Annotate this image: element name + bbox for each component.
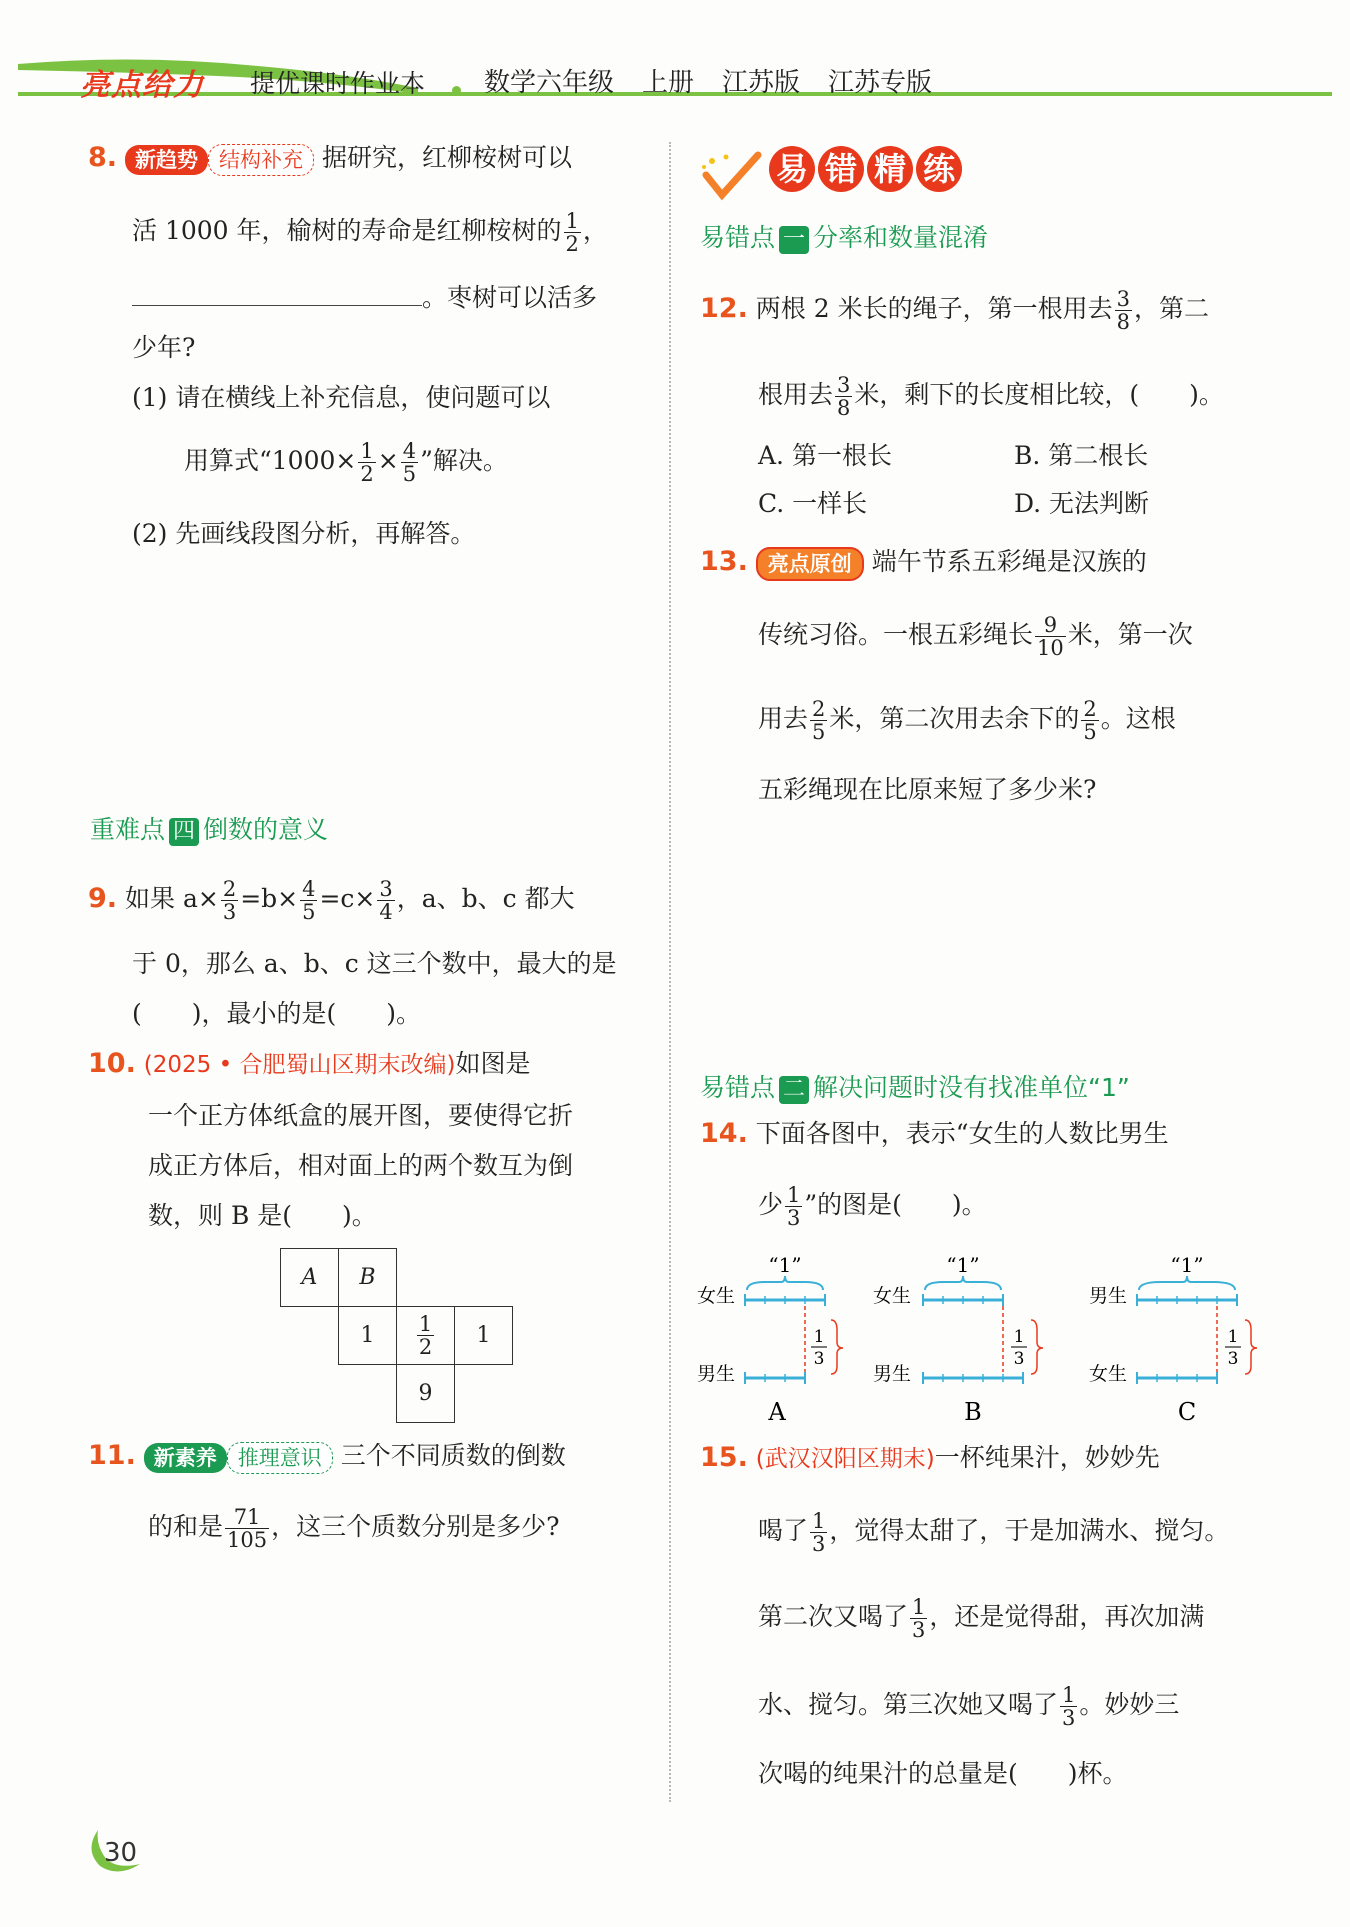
q13-line3 — [758, 698, 1176, 743]
q12-option-C[interactable]: C. 一样长 — [758, 489, 868, 518]
frac-den: 5 — [402, 462, 417, 486]
q12-line1 — [700, 288, 1209, 333]
frac-den: 3 — [787, 1206, 801, 1230]
q11-tag-reasoning: 推理意识 — [227, 1442, 333, 1474]
frac-den: 3 — [1062, 1706, 1076, 1730]
diagram-c-unit: “1” — [1170, 1253, 1204, 1277]
frac-den: 3 — [222, 900, 237, 924]
q11-line1 — [88, 1438, 566, 1474]
q10-line4: 数，则 B 是( )。 — [148, 1201, 377, 1230]
grade-label: 数学六年级 — [484, 68, 615, 98]
book-title: 提优课时作业本 — [250, 69, 426, 98]
section-title: 倒数的意义 — [203, 815, 329, 844]
frac-num: 1 — [418, 1312, 433, 1336]
frac-den: 8 — [837, 396, 851, 420]
frac-den: 2 — [418, 1335, 433, 1359]
q15-source: (武汉汉阳区期末) — [755, 1446, 935, 1472]
q8-text-2a: 活 1000 年，榆树的寿命是红柳桉树的 — [132, 216, 562, 245]
q9-frac-3 — [377, 878, 394, 923]
formula-start: 用算式“1000× — [184, 446, 357, 475]
frac-num: 3 — [837, 373, 851, 397]
q10-line2: 一个正方体纸盒的展开图，要使得它折 — [148, 1101, 574, 1130]
frac-den: 105 — [227, 1528, 268, 1552]
q8-sub1: (1) 请在横线上补充信息，使问题可以 — [132, 383, 551, 412]
frac-den: 10 — [1037, 636, 1064, 660]
frac-num: 9 — [1035, 614, 1066, 637]
section-number: 一 — [779, 226, 809, 254]
q11-text-1: 三个不同质数的倒数 — [340, 1441, 566, 1470]
q15-line4 — [758, 1684, 1179, 1729]
q11-number: 11. — [88, 1440, 136, 1471]
frac-num: 71 — [225, 1506, 269, 1529]
diagram-a-frac-den: 3 — [813, 1349, 825, 1369]
q9-b: =b× — [240, 884, 299, 913]
q15-line2 — [758, 1510, 1229, 1555]
q15-line1 — [700, 1440, 1160, 1477]
q14-line1 — [700, 1116, 1169, 1152]
frac-num: 1 — [787, 1183, 801, 1207]
q13-text-3a: 用去 — [758, 704, 809, 733]
volume-label: 上册 — [642, 68, 695, 98]
frac-num: 1 — [360, 439, 374, 463]
frac-den: 3 — [912, 1618, 926, 1642]
q14-frac — [785, 1184, 802, 1229]
q12-option-A[interactable]: A. 第一根长 — [758, 441, 892, 470]
q10-line3: 成正方体后，相对面上的两个数互为倒 — [148, 1151, 574, 1180]
formula-end: ”解决。 — [420, 446, 508, 475]
q8-sub1-formula — [184, 440, 508, 485]
net-face-nine: 9 — [397, 1365, 455, 1423]
q14-text-1: 下面各图中，表示“女生的人数比男生 — [755, 1119, 1169, 1148]
section-label: 易错点 — [700, 1073, 776, 1102]
q15-frac-2 — [910, 1596, 927, 1641]
page-number: 30 — [104, 1838, 138, 1868]
error-point-2 — [700, 1068, 1130, 1104]
diagram-B[interactable] — [873, 1253, 1043, 1426]
q12-number: 12. — [700, 293, 748, 324]
q8-line2 — [132, 210, 608, 255]
net-face-B: B — [339, 1249, 397, 1307]
net-face-one-a: 1 — [339, 1307, 397, 1365]
q9-number: 9. — [88, 883, 118, 914]
frac-den: 2 — [360, 462, 374, 486]
q15-frac-3 — [1060, 1684, 1077, 1729]
frac-den: 2 — [565, 232, 579, 256]
diagram-b-frac-num: 1 — [1013, 1327, 1025, 1347]
q13-line2 — [758, 614, 1193, 659]
q15-number: 15. — [700, 1442, 748, 1473]
q11-text-2a: 的和是 — [148, 1512, 224, 1541]
q15-text-2a: 喝了 — [758, 1516, 809, 1545]
frac-num: 2 — [1083, 697, 1097, 721]
q8-text: 据研究，红柳桉树可以 — [321, 143, 572, 172]
diagram-A[interactable] — [697, 1253, 843, 1426]
practice-title-text — [769, 150, 965, 188]
q8-text-2b: ， — [582, 216, 608, 245]
q8-number: 8. — [88, 142, 118, 173]
q12-text-2a: 根用去 — [758, 380, 834, 409]
q10-text-1: 如图是 — [455, 1049, 531, 1078]
q12-text-2b: 米，剩下的长度相比较，( )。 — [854, 380, 1224, 409]
diagram-a-top: 女生 — [697, 1285, 736, 1307]
q15-text-4b: 。妙妙三 — [1079, 1690, 1180, 1719]
diagram-b-bottom: 男生 — [873, 1363, 912, 1385]
section-number: 四 — [169, 818, 199, 846]
q8-sub2: (2) 先画线段图分析，再解答。 — [132, 519, 476, 548]
q15-text-2b: ，觉得太甜了，于是加满水、搅匀。 — [829, 1516, 1230, 1545]
q13-frac-2 — [810, 698, 827, 743]
title-char: 精 — [867, 146, 913, 192]
net-face-half — [397, 1307, 455, 1365]
q9-frac-2 — [300, 878, 317, 923]
diagram-a-unit: “1” — [768, 1253, 802, 1277]
frac-num: 1 — [912, 1595, 926, 1619]
q13-tag-original: 亮点原创 — [756, 547, 864, 581]
diagram-c-frac-num: 1 — [1227, 1327, 1239, 1347]
q13-line1 — [700, 544, 1147, 581]
section-key-point-4 — [90, 810, 328, 846]
frac-num: 1 — [565, 209, 579, 233]
q13-frac-3 — [1081, 698, 1098, 743]
q14-text-2b: ”的图是( )。 — [804, 1190, 987, 1219]
q15-text-3a: 第二次又喝了 — [758, 1602, 909, 1631]
q13-text-1: 端午节系五彩绳是汉族的 — [871, 547, 1147, 576]
region-label: 江苏专版 — [828, 68, 933, 98]
q13-text-2b: 米，第一次 — [1067, 620, 1193, 649]
frac-num: 1 — [1062, 1683, 1076, 1707]
cube-net — [280, 1248, 513, 1423]
title-char: 易 — [769, 146, 815, 192]
q9-d: ，a、b、c 都大 — [396, 884, 575, 913]
frac-den: 8 — [1116, 310, 1130, 334]
header-dot — [452, 86, 461, 95]
diagram-c-top: 男生 — [1089, 1285, 1128, 1307]
q12-text-1a: 两根 2 米长的绳子，第一根用去 — [755, 294, 1113, 323]
q11-line2 — [148, 1506, 560, 1551]
q8-text-3: 。枣树可以活多 — [422, 283, 598, 312]
frac-den: 5 — [302, 900, 316, 924]
q8-line4: 少年? — [132, 333, 196, 362]
frac-den: 5 — [1083, 720, 1097, 744]
q9-line1 — [88, 878, 575, 923]
net-face-one-b: 1 — [455, 1307, 513, 1365]
q12-option-D[interactable]: D. 无法判断 — [1014, 489, 1150, 518]
section-number: 二 — [779, 1076, 809, 1104]
section-label: 重难点 — [90, 815, 166, 844]
frac-num: 2 — [222, 877, 237, 901]
frac-num: 1 — [812, 1509, 826, 1533]
section-title: 解决问题时没有找准单位“1” — [813, 1073, 1130, 1102]
section-title: 分率和数量混淆 — [813, 223, 989, 252]
frac-den: 5 — [812, 720, 826, 744]
diagram-c-bottom: 女生 — [1089, 1363, 1128, 1385]
q12-text-1b: ，第二 — [1133, 294, 1209, 323]
q10-source: (2025 • 合肥蜀山区期末改编) — [143, 1052, 456, 1078]
frac-num: 3 — [1116, 287, 1130, 311]
q14-number: 14. — [700, 1118, 748, 1149]
diagram-b-frac-den: 3 — [1013, 1349, 1025, 1369]
q15-line5: 次喝的纯果汁的总量是( )杯。 — [758, 1759, 1128, 1788]
frac-den: 4 — [379, 900, 393, 924]
q9-frac-1 — [221, 878, 238, 923]
frac-den: 3 — [812, 1532, 826, 1556]
diagram-b-letter: B — [964, 1398, 982, 1426]
q12-frac-1 — [1115, 288, 1132, 333]
net-face-A: A — [281, 1249, 339, 1307]
q9-line2: 于 0，那么 a、b、c 这三个数中，最大的是 — [132, 949, 617, 978]
q13-text-2a: 传统习俗。一根五彩绳长 — [758, 620, 1034, 649]
times-sign: × — [377, 446, 399, 475]
q15-text-1: 一杯纯果汁，妙妙先 — [934, 1443, 1160, 1472]
q14-text-2a: 少 — [758, 1190, 784, 1219]
diagram-b-unit: “1” — [946, 1253, 980, 1277]
diagram-b-top: 女生 — [873, 1285, 912, 1307]
brand-logo: 亮点给力 — [80, 68, 204, 103]
diagram-c-frac-den: 3 — [1227, 1349, 1239, 1369]
q9-line3: ( )，最小的是( )。 — [132, 999, 422, 1028]
frac-num: 4 — [402, 439, 417, 463]
q13-line4: 五彩绳现在比原来短了多少米? — [758, 775, 1097, 804]
q13-number: 13. — [700, 546, 748, 577]
title-char: 错 — [818, 146, 864, 192]
book-info — [484, 62, 960, 99]
diagram-c-letter: C — [1177, 1398, 1197, 1426]
q10-number: 10. — [88, 1048, 136, 1079]
q13-text-3b: 米，第二次用去余下的 — [829, 704, 1080, 733]
q15-text-3b: ，还是觉得甜，再次加满 — [929, 1602, 1205, 1631]
q8-fill-blank[interactable] — [132, 281, 422, 306]
diagram-a-bottom: 男生 — [697, 1363, 736, 1385]
frac-num: 4 — [302, 877, 316, 901]
edition-label: 江苏版 — [722, 68, 801, 98]
q10-line1 — [88, 1046, 530, 1083]
q8-tag-structure: 结构补充 — [208, 144, 314, 176]
q11-frac — [225, 1506, 269, 1551]
q9-a: 如果 a× — [125, 884, 219, 913]
diagram-a-letter: A — [768, 1398, 786, 1426]
q8-tag-trend: 新趋势 — [125, 145, 208, 175]
q14-line2 — [758, 1184, 987, 1229]
q13-text-3c: 。这根 — [1100, 704, 1176, 733]
column-divider — [669, 142, 671, 1802]
diagram-C[interactable] — [1089, 1253, 1257, 1426]
frac-num: 2 — [812, 697, 826, 721]
practice-title — [700, 146, 965, 201]
q8-formula-half — [358, 440, 375, 485]
check-star-icon — [700, 151, 764, 201]
q11-tag-literacy: 新素养 — [144, 1443, 227, 1473]
error-point-1 — [700, 218, 988, 254]
frac-num: 3 — [379, 877, 393, 901]
q11-text-2b: ，这三个质数分别是多少? — [271, 1512, 560, 1541]
q12-line2 — [758, 374, 1224, 419]
q15-frac-1 — [810, 1510, 827, 1555]
q9-c: =c× — [319, 884, 376, 913]
q12-option-B[interactable]: B. 第二根长 — [1014, 441, 1149, 470]
q12-frac-2 — [835, 374, 852, 419]
q8-formula-four-fifths — [401, 440, 418, 485]
q8-line3 — [132, 280, 597, 316]
diagram-a-frac-num: 1 — [813, 1327, 825, 1347]
title-char: 练 — [916, 146, 962, 192]
q8-fraction-half — [564, 210, 581, 255]
section-label: 易错点 — [700, 223, 776, 252]
q15-text-4a: 水、搅匀。第三次她又喝了 — [758, 1690, 1059, 1719]
q8-line1 — [88, 140, 572, 176]
q13-frac-1 — [1035, 614, 1066, 659]
q15-line3 — [758, 1596, 1204, 1641]
q14-diagrams — [695, 1250, 1265, 1430]
